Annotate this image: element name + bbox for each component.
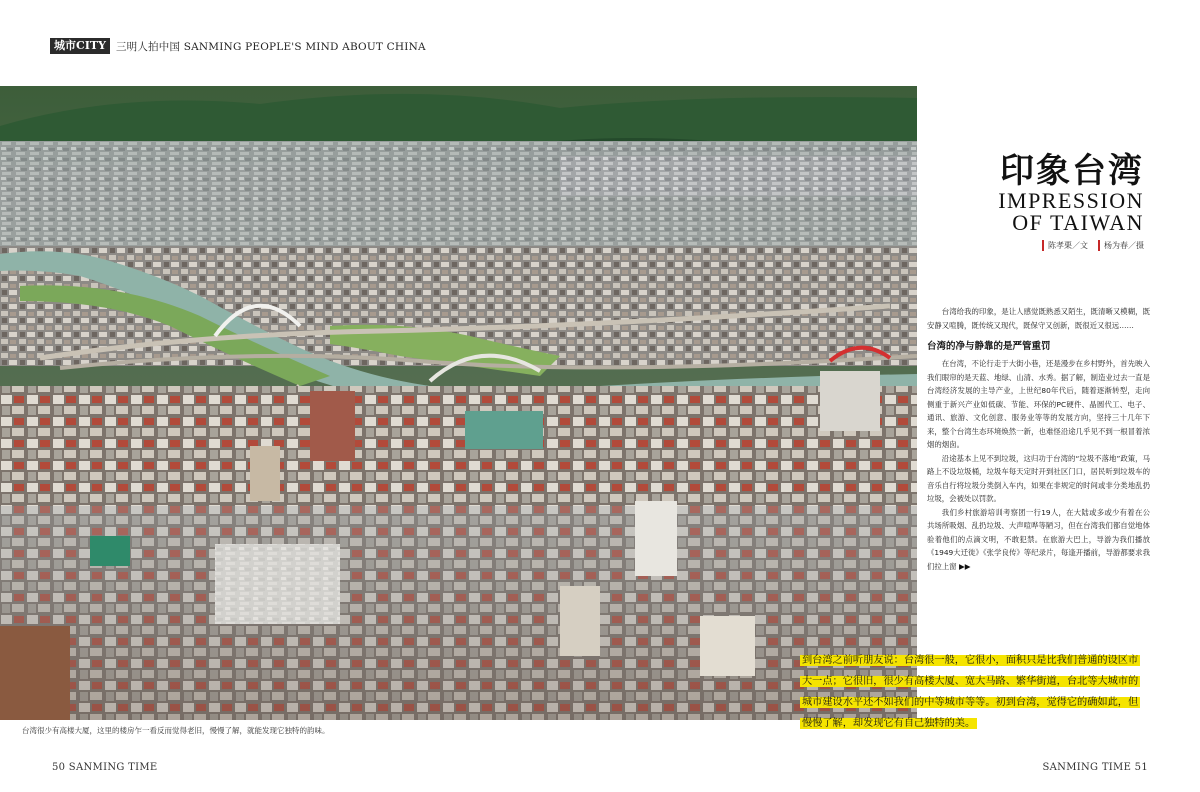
byline [998,240,1144,251]
title-english-line2: OF TAIWAN [1012,210,1144,235]
photo-caption: 台湾很少有高楼大厦，这里的楼房乍一看反而觉得老旧，慢慢了解，就能发现它独特的韵味。 [22,726,330,735]
body-paragraph-1: 在台湾，不论行走于大街小巷，还是漫步在乡村野外，首先映入我们眼帘的是天蓝、地绿、山清、水秀。据了解，制造业过去一直是台湾经济发展的主导产业，上世纪80年代后，随着逐渐转型，走向侧重于新兴产业如低碳、节能、环保的PC硬件、晶圆代工、电子、通讯、旅游、文化创意、服务业等等的发展方向，坚持三十几年下来，整个台湾生态环境焕然一新，也难怪沿途几乎见不到一根冒着浓烟的烟囱。 [927,359,1150,449]
page-folio-right: SANMING TIME 51 [1042,762,1148,773]
page-folio-left: 50 SANMING TIME [52,762,158,773]
pull-quote [800,648,1148,732]
body-paragraph-2: 沿途基本上见不到垃圾，这归功于台湾的“垃圾不落地”政策，马路上不设垃圾桶，垃圾车每天定时开到社区门口，居民听到垃圾车的音乐自行将垃圾分类倒入车内，如果在非规定的时间或非分类地乱扔垃圾，会被处以罚款。 [927,453,1150,503]
series-title: 三明人拍中国 SANMING PEOPLE'S MIND ABOUT CHINA [115,40,426,53]
aerial-city-photo [0,86,917,720]
article-title-block [998,152,1144,251]
title-english-line1: IMPRESSION [998,188,1144,213]
intro-paragraph: 台湾给我的印象，是让人感觉既熟悉又陌生，既清晰又模糊，既安静又喧腾，既传统又现代，既保守又创新，既很近又很远…… [927,307,1150,330]
body-paragraph-3-text: 我们乡村旅游培训考察团一行19人，在大陆或多或少有着在公共场所吸烟、乱扔垃圾、大声喧哗等陋习，但在台湾我们都自觉地体验着他们的点滴文明，不敢犯禁。在旅游大巴上，导游为我们播放《1949大迁徙》《张学良传》等纪录片，每逢开播前，导游都要求我们拉上窗 [927,507,1150,571]
page-header [50,38,426,54]
subheading: 台湾的净与静靠的是严管重罚 [927,341,1051,352]
title-chinese: 印象台湾 [1000,151,1144,191]
byline-photographer: 杨为春／摄 [1098,240,1144,251]
continue-arrow-icon: ▶▶ [958,561,971,571]
byline-author: 陈孝栗／文 [1042,240,1088,251]
pull-quote-text: 到台湾之前听朋友说：台湾很一般，它很小，面积只是比我们普通的设区市大一点；它很旧，很少有高楼大厦、宽大马路、繁华街道，台北等大城市的城市建设水平还不如我们的中等城市等等。初到台湾，觉得它的确如此，但慢慢了解，却发现它有自己独特的美。 [802,655,1139,729]
section-tag: 城市CITY [50,38,110,54]
body-paragraph-3 [927,506,1150,574]
article-body [927,305,1150,573]
